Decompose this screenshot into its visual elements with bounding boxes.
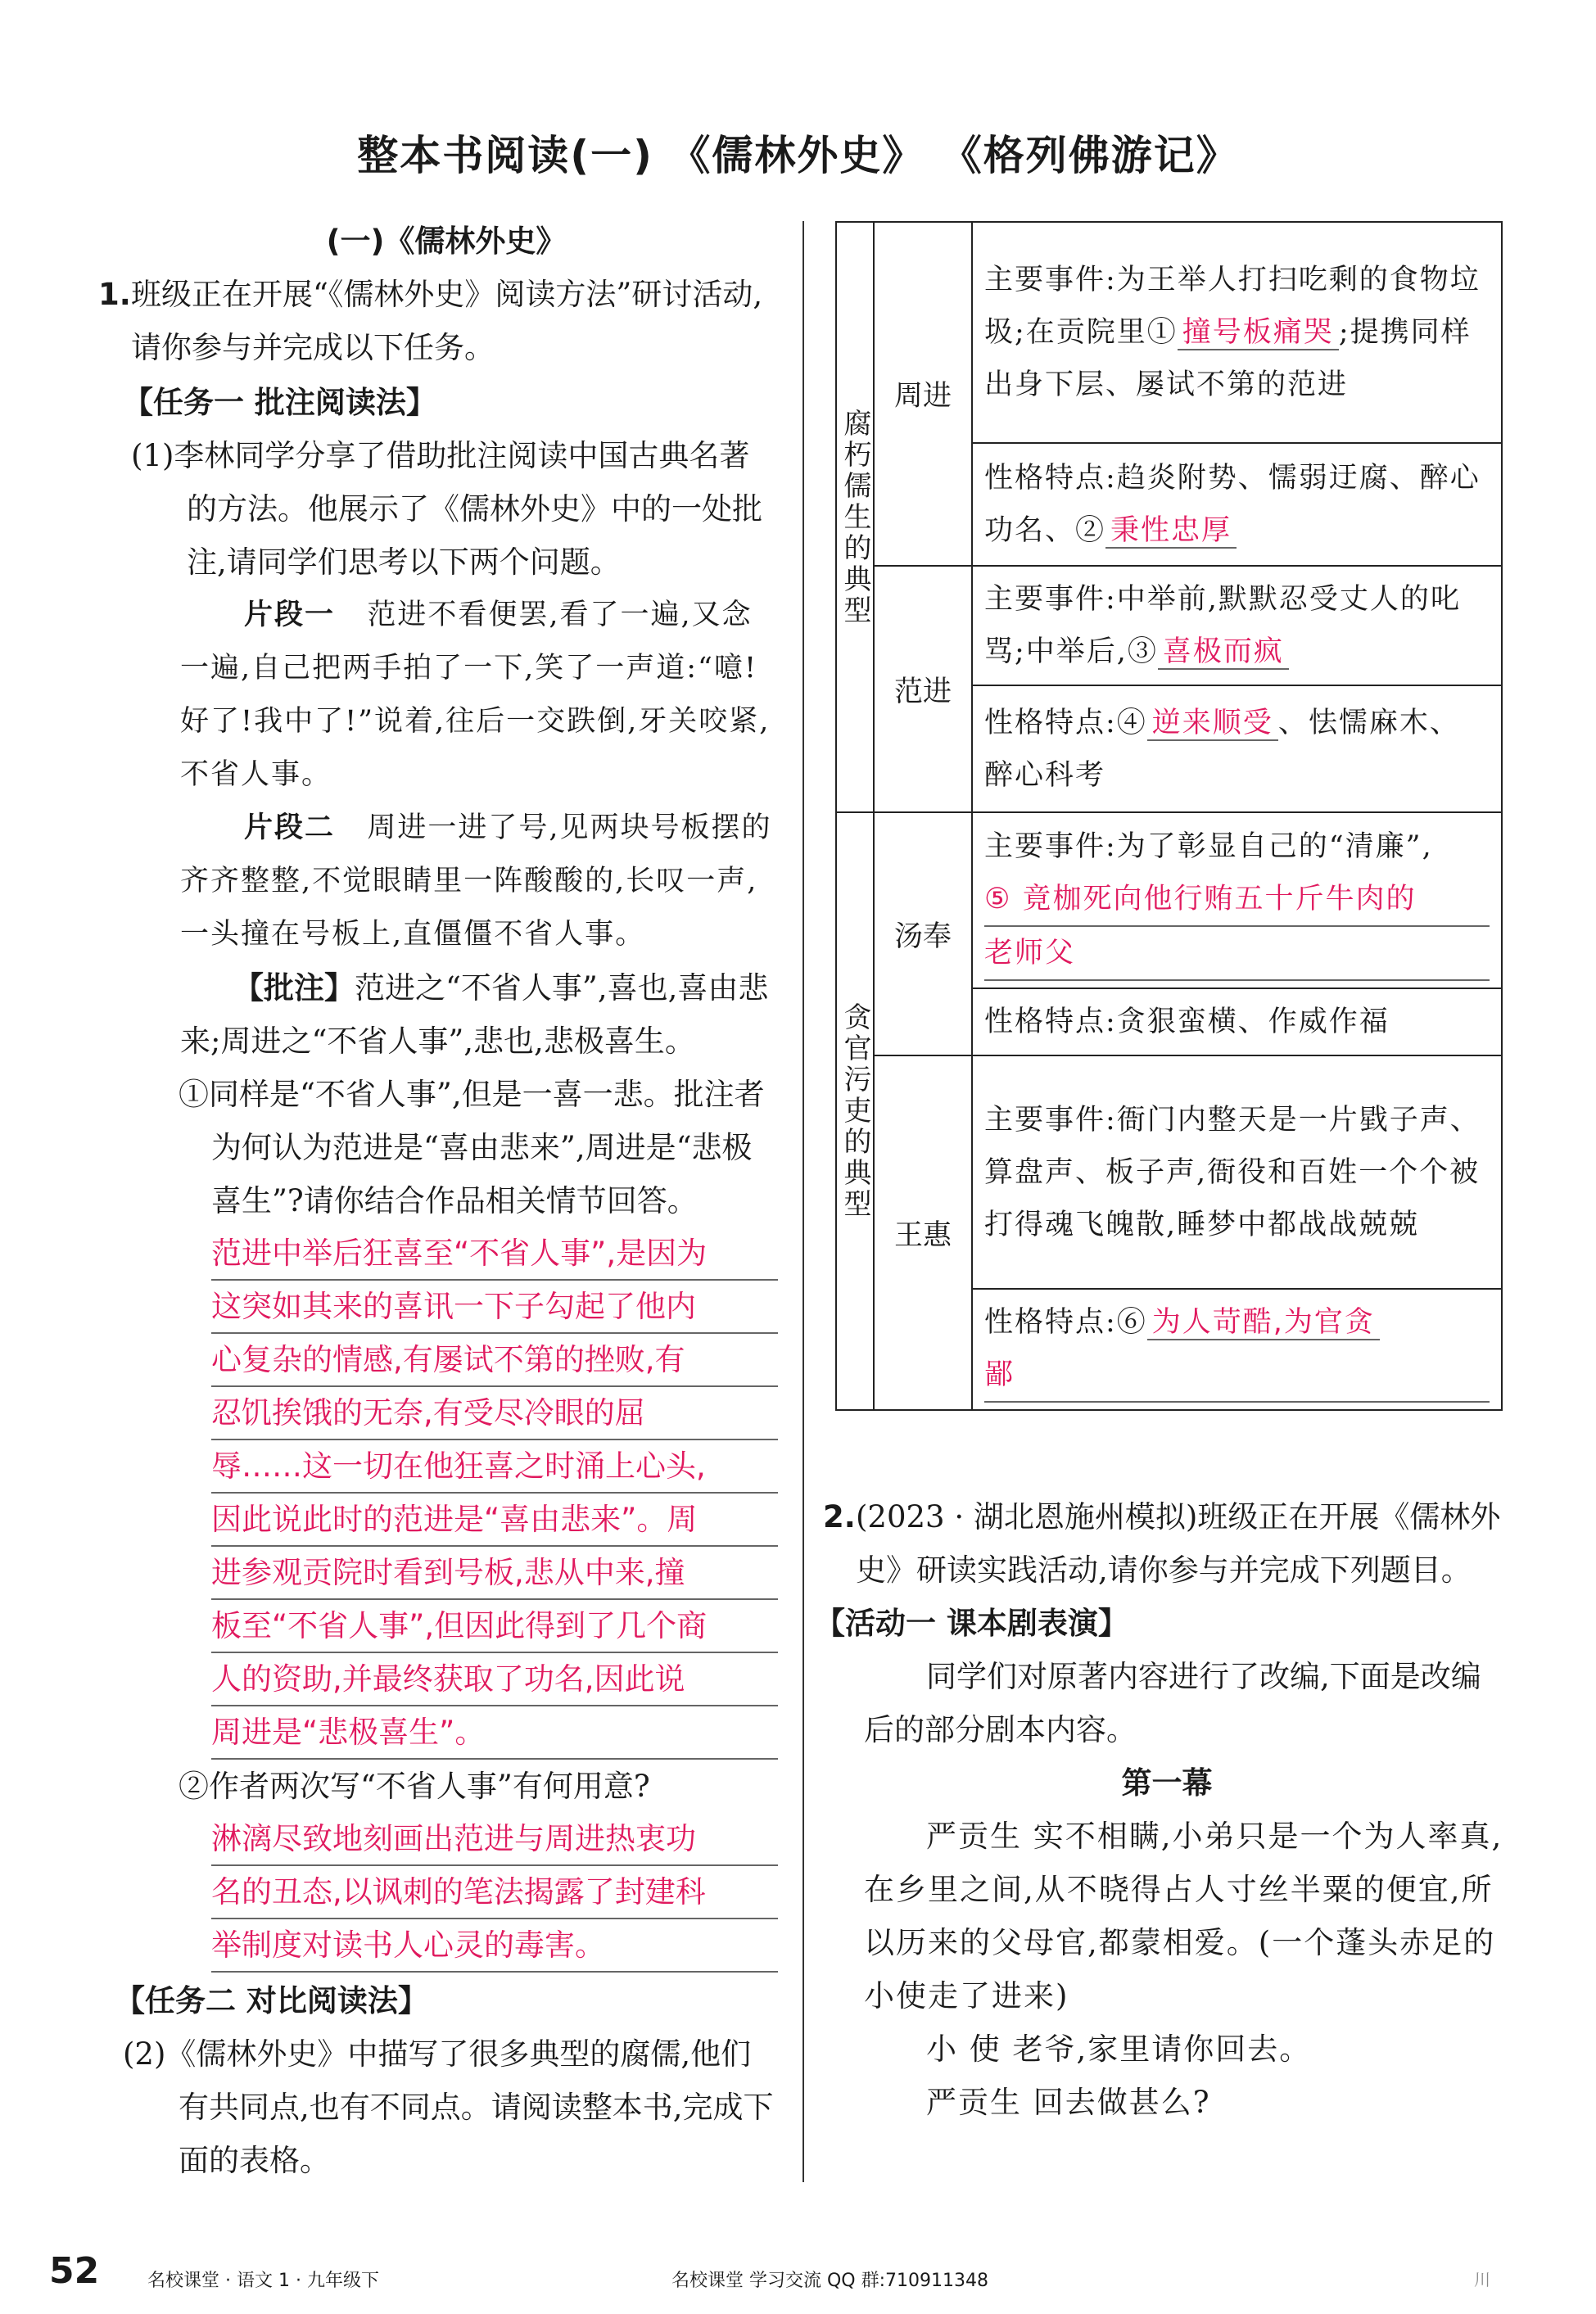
task-heading: 【任务一 批注阅读法】 — [123, 385, 436, 420]
answer-blank: 秉性忠厚 — [1105, 514, 1237, 549]
event-cell — [972, 566, 1502, 685]
answer-line: 心复杂的情感,有屡试不第的挫败,有 — [211, 1334, 778, 1387]
trait-text: 性格特点:贪狠蛮横、作威作福 — [984, 1006, 1390, 1038]
trait-text: 、怯懦麻木、醉心科考 — [984, 706, 1460, 792]
event-cell — [972, 222, 1502, 443]
answer-1 — [211, 1227, 778, 1760]
fragment-text: 周进一进了号,见两块号板摆的齐齐整整,不觉眼睛里一阵酸酸的,长叹一声,一头撞在号板上,直僵僵不省人事。 — [180, 811, 772, 951]
answer-line: 因此说此时的范进是“喜由悲来”。周 — [211, 1494, 778, 1547]
trait-text: 性格特点:趋炎附势、懦弱迂腐、醉心功名、② — [984, 462, 1481, 547]
fragment-label: 片段一 — [244, 599, 336, 631]
answer-line: 举制度对读书人心灵的毒害。 — [211, 1919, 778, 1973]
event-text: ;提携同样出身下层、屡试不第的范进 — [984, 316, 1472, 401]
sub-question-2: ②作者两次写“不省人事”有何用意? — [179, 1769, 650, 1804]
column-divider — [803, 221, 804, 2182]
trait-cell — [972, 685, 1502, 812]
trait-text: 性格特点:⑥ — [984, 1306, 1147, 1339]
answer-blank: 为人苛酷,为官贪 — [1147, 1306, 1380, 1340]
trait-cell — [972, 1289, 1502, 1410]
answer-2 — [211, 1813, 778, 1973]
event-text: 主要事件:为了彰显自己的“清廉”, — [984, 829, 1433, 863]
sub-question-1: ①同样是“不省人事”,但是一喜一悲。批注者为何认为范进是“喜由悲来”,周进是“悲极喜生”?请你结合作品相关情节回答。 — [179, 1077, 765, 1218]
annotation — [98, 961, 778, 1068]
event-text: 主要事件:为王举人打扫吃剩的食物垃圾;在贡院里① — [984, 264, 1481, 349]
answer-line: 老师父 — [984, 927, 1490, 981]
answer-blank: 喜极而疯 — [1158, 635, 1289, 670]
fragment-2 — [98, 802, 778, 961]
answer-line: 淋漓尽致地刻画出范进与周进热衷功 — [211, 1813, 778, 1866]
script-line: 小 使 老爷,家里请你回去。 — [926, 2032, 1312, 2067]
group-label: 贪官污吏的典型 — [836, 812, 874, 1410]
page-number: 52 — [49, 2250, 100, 2292]
left-column — [98, 215, 778, 2187]
footer-right: 川 — [1474, 2270, 1490, 2289]
task-heading: 【任务二 对比阅读法】 — [115, 1983, 428, 2018]
question-number: 2. — [823, 1499, 856, 1534]
event-cell — [972, 812, 1502, 988]
event-text: 主要事件:衙门内整天是一片戥子声、算盘声、板子声,衙役和百姓一个个被打得魂飞魄散,睡梦中都战战兢兢 — [984, 1103, 1481, 1241]
sub-question: (1)李林同学分享了借助批注阅读中国古典名著的方法。他展示了《儒林外史》中的一处批注,请同学们思考以下两个问题。 — [131, 438, 762, 580]
script-line: 严贡生 实不相瞒,小弟只是一个为人率真,在乡里之间,从不晓得占人寸丝半粟的便宜,所以历来的父母官,都蒙相爱。(一个蓬头赤足的小使走了进来) — [864, 1819, 1503, 2013]
event-cell — [972, 1055, 1502, 1289]
fragment-label: 片段二 — [244, 811, 336, 844]
event-text: 主要事件:中举前,默默忍受丈人的叱骂;中举后,③ — [984, 583, 1461, 668]
activity-heading: 【活动一 课本剧表演】 — [815, 1606, 1128, 1641]
fragment-1 — [98, 589, 778, 802]
answer-line: 进参观贡院时看到号板,悲从中来,撞 — [211, 1547, 778, 1600]
group-label: 腐朽儒生的典型 — [836, 222, 874, 812]
sub-question: (2)《儒林外史》中描写了很多典型的腐儒,他们有共同点,也有不同点。请阅读整本书,完成下面的表格。 — [123, 2036, 774, 2178]
name-cell: 王惠 — [874, 1055, 972, 1410]
question-text: (2023 · 湖北恩施州模拟)班级正在开展《儒林外史》研读实践活动,请你参与并完成下列题目。 — [856, 1499, 1501, 1588]
answer-line: 范进中举后狂喜至“不省人事”,是因为 — [211, 1227, 778, 1281]
answer-line: ⑤ 竟枷死向他行贿五十斤牛肉的 — [984, 873, 1490, 927]
answer-line: 鄙 — [984, 1349, 1490, 1403]
annotation-label: 【批注】 — [233, 970, 355, 1006]
footer-center: 名校课堂 学习交流 QQ 群:710911348 — [671, 2271, 988, 2291]
paragraph: 同学们对原著内容进行了改编,下面是改编后的部分剧本内容。 — [864, 1659, 1481, 1747]
name-cell: 范进 — [874, 566, 972, 812]
question-text: 班级正在开展“《儒林外史》阅读方法”研讨活动,请你参与并完成以下任务。 — [131, 277, 763, 365]
question-2 — [823, 1490, 1511, 1597]
footer-book: 名校课堂 · 语文 1 · 九年级下 — [147, 2271, 379, 2291]
trait-cell — [972, 443, 1502, 566]
answer-line: 板至“不省人事”,但因此得到了几个商 — [211, 1600, 778, 1653]
name-cell: 汤奉 — [874, 812, 972, 1055]
section-title: (一)《儒林外史》 — [326, 224, 567, 259]
answer-line: 名的丑态,以讽刺的笔法揭露了封建科 — [211, 1866, 778, 1919]
answer-blank: 逆来顺受 — [1147, 707, 1278, 741]
trait-text: 性格特点:④ — [984, 706, 1147, 739]
answer-blank: 撞号板痛哭 — [1178, 316, 1339, 350]
page-title: 整本书阅读(一) 《儒林外史》 《格列佛游记》 — [357, 132, 1239, 179]
name-cell: 周进 — [874, 222, 972, 566]
script-line: 严贡生 回去做甚么? — [926, 2085, 1211, 2120]
trait-cell — [972, 988, 1502, 1055]
answer-line: 这突如其来的喜讯一下子勾起了他内 — [211, 1281, 778, 1334]
comparison-table — [835, 221, 1503, 1411]
answer-line: 辱……这一切在他狂喜之时涌上心头, — [211, 1440, 778, 1494]
fragment-text: 范进不看便罢,看了一遍,又念一遍,自己把两手拍了一下,笑了一声道:“噫!好了!我中了!”说着,往后一交跌倒,牙关咬紧,不省人事。 — [180, 599, 771, 791]
right-column — [815, 1490, 1511, 2129]
annotation-text: 范进之“不省人事”,喜也,喜由悲来;周进之“不省人事”,悲也,悲极喜生。 — [180, 970, 769, 1059]
answer-line: 忍饥挨饿的无奈,有受尽冷眼的屈 — [211, 1387, 778, 1440]
question-number: 1. — [98, 277, 131, 312]
answer-line: 周进是“悲极喜生”。 — [211, 1706, 778, 1760]
scene-title: 第一幕 — [1121, 1765, 1213, 1801]
question-1 — [98, 268, 778, 374]
answer-line: 人的资助,并最终获取了功名,因此说 — [211, 1653, 778, 1706]
